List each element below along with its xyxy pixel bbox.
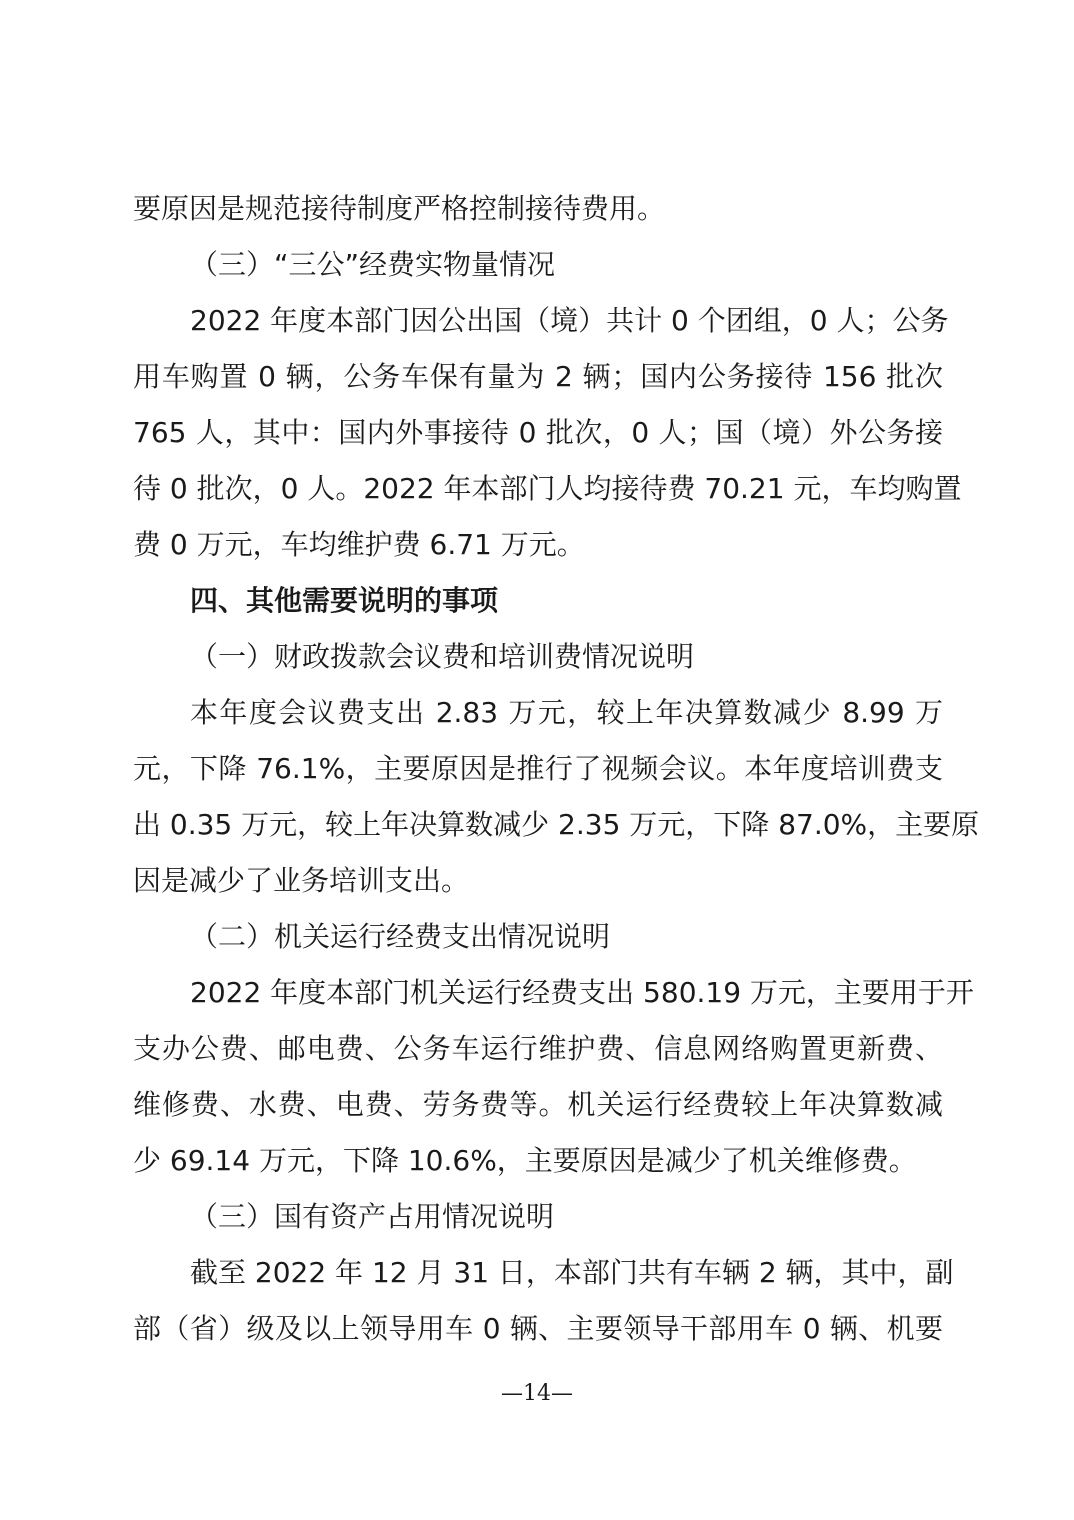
para-line: 765 人，其中：国内外事接待 0 批次，0 人；国（境）外公务接 [133, 416, 943, 449]
para-line: 费 0 万元，车均维护费 6.71 万元。 [133, 528, 585, 561]
page-number: —14— [501, 1381, 573, 1406]
para-line: 支办公费、邮电费、公务车运行维护费、信息网络购置更新费、 [133, 1032, 943, 1065]
para-line: 2022 年度本部门机关运行经费支出 580.19 万元，主要用于开 [190, 976, 974, 1009]
subsection-heading: （二）机关运行经费支出情况说明 [190, 920, 611, 953]
subsection-heading: （一）财政拨款会议费和培训费情况说明 [190, 640, 695, 673]
para-line: 截至 2022 年 12 月 31 日，本部门共有车辆 2 辆，其中，副 [190, 1256, 954, 1289]
para-line: 元，下降 76.1%，主要原因是推行了视频会议。本年度培训费支 [133, 752, 943, 785]
para-line: 部（省）级及以上领导用车 0 辆、主要领导干部用车 0 辆、机要 [133, 1312, 943, 1345]
subsection-heading: （三）“三公”经费实物量情况 [190, 248, 556, 281]
section-heading: 四、其他需要说明的事项 [190, 584, 499, 617]
para-line: 少 69.14 万元，下降 10.6%，主要原因是减少了机关维修费。 [133, 1144, 917, 1177]
para-line: 因是减少了业务培训支出。 [133, 864, 470, 897]
para-line: 待 0 批次，0 人。2022 年本部门人均接待费 70.21 元，车均购置 [133, 472, 962, 505]
para-line: 本年度会议费支出 2.83 万元，较上年决算数减少 8.99 万 [190, 696, 943, 729]
para-line: 要原因是规范接待制度严格控制接待费用。 [133, 192, 666, 225]
para-line: 出 0.35 万元，较上年决算数减少 2.35 万元，下降 87.0%，主要原 [133, 808, 980, 841]
para-line: 维修费、水费、电费、劳务费等。机关运行经费较上年决算数减 [133, 1088, 943, 1121]
subsection-heading: （三）国有资产占用情况说明 [190, 1200, 555, 1233]
para-line: 用车购置 0 辆，公务车保有量为 2 辆；国内公务接待 156 批次 [133, 360, 943, 393]
para-line: 2022 年度本部门因公出国（境）共计 0 个团组，0 人；公务 [190, 304, 949, 337]
